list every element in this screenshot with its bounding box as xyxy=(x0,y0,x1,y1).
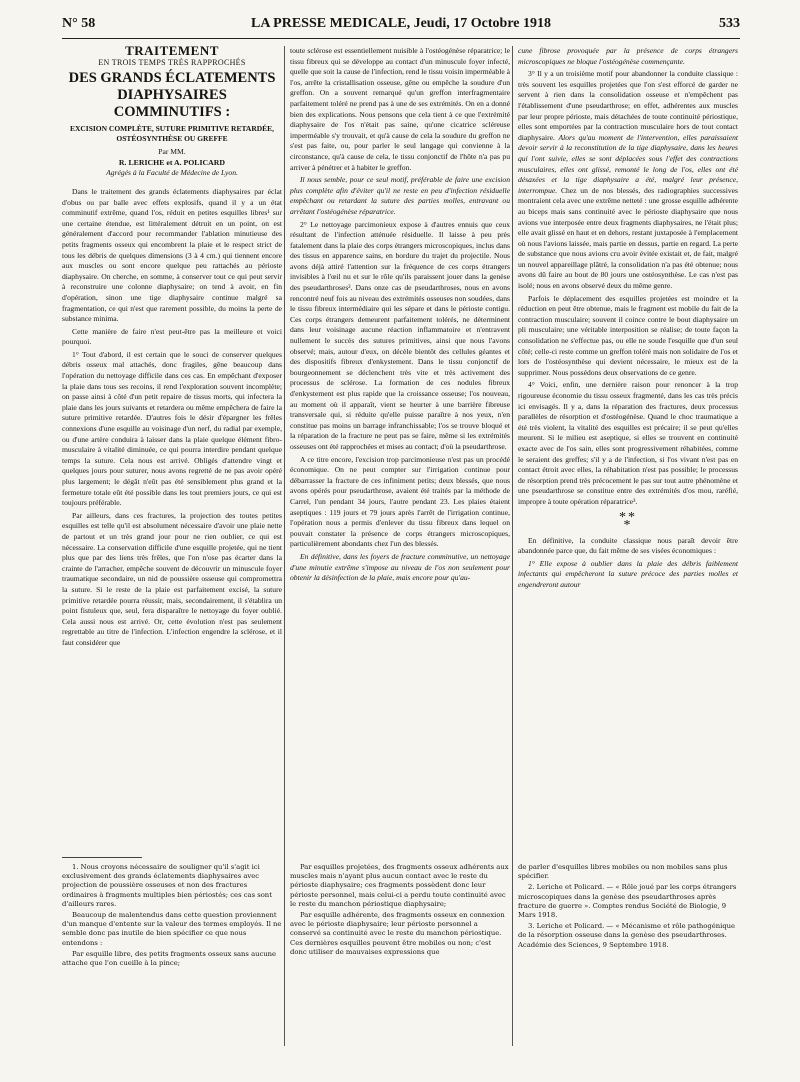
title-line-3: DES GRANDS ÉCLATEMENTS DIAPHYSAIRES COMMINUTIFS : xyxy=(68,70,276,121)
title-line-2: EN TROIS TEMPS TRÈS RAPPROCHÉS xyxy=(98,57,246,67)
footnote: Par esquille adhérente, des fragments osseux en connexion avec le périoste diaphysaire; leur périoste personnel a conservé sa continuité avec le reste du manchon périostique. Ces dernières esquilles peuvent être mobiles ou non; c'est donc utiliser de mauvaises expressions que xyxy=(290,911,505,956)
footnotes-column-1 xyxy=(62,863,282,970)
column-1 xyxy=(62,43,282,651)
paragraph: A ce titre encore, l'excision trop parcimonieuse n'est pas un procédé économique. On ne peut compter sur l'irrigation continue pour débarrasser la fracture de ces infiniment petits; deux blessés, que nous avons opérés pour pseudarthrose, avaient été traités par la méthode de Carrel, l'un pendant 34 jours, l'autre pendant 23. Les plaies étaient aseptiques : 119 jours et 79 jours après l'arrêt de l'irrigation continue, l'opération nous a permis d'enlever du tissu fibreux dans lequel on pouvait constater la présence de corps étrangers microscopiques, particulièrement abondants chez l'un des blessés. xyxy=(290,454,510,549)
paragraph-italic: Il nous semble, pour ce seul motif, préférable de faire une excision plus complète afin d'éviter qu'il ne reste en peu d'infection résiduelle empêchant ou retardant la suture des parties molles, entravant ou arrêtant l'ostéogénèse réparatrice. xyxy=(290,175,510,216)
paragraph-italic: 1° Elle expose à oublier dans la plaie des débris faiblement infectants qui empêcheront la suture précoce des parties molles et engendreront autour xyxy=(518,558,738,589)
column-rule-left xyxy=(284,46,285,1046)
title-line-4: EXCISION COMPLÈTE, SUTURE PRIMITIVE RETARDÉE, OSTÉOSYNTHÈSE OU GREFFE xyxy=(69,124,275,144)
paragraph: Dans le traitement des grands éclatements diaphysaires par éclat d'obus ou par balle avec effets explosifs, quand il y a un état comminutif extrême, quand l'os, réduit en petites esquilles libres¹ sur une certaine étendue, est littéralement détruit en un point, on est généralement d'accord pour recommander l'ablation minutieuse des petits fragments osseux qui encombrent la plaie et le respect strict de tous les débris de quelques dimensions (3 à 4 cm.) qui tiennent encore aux muscles ou sont encore quelque peu rattachés au périoste diaphysaire. On cherche, en somme, à conserver tout ce qui peut servir à reconstruire une colonne diaphysaire; on tend à avoir, en fin d'opération, sinon une tige diaphysaire continue malgré sa fragmentation, ce qui n'est que rarement possible, du moins la perte de substance minima. xyxy=(62,186,282,324)
footnote: Par esquille libre, des petits fragments osseux sans aucune attache que l'on cueille à la pince; xyxy=(62,949,277,968)
footnote: de parler d'esquilles libres mobiles ou non mobiles sans plus spécifier. xyxy=(518,863,728,881)
byline-authors: R. LERICHE et A. POLICARD xyxy=(118,157,226,167)
paragraph: 2° Le nettoyage parcimonieux expose à d'autres ennuis que ceux résultant de l'infection atténuée résiduelle. Il laisse à peu près fatalement dans la plaie des corps étrangers microscopiques, inclus dans des tissus en apparence sains, en bordure du trajet du projectile. Nous avons déjà attiré l'attention sur la fréquence de ces corps étrangers invisibles à l'œil nu et sur le rôle qu'ils paraissent jouer dans la genèse des pseudarthroses². Dans onze cas de pseudarthroses, nous en avons rencontré neuf fois au niveau des extrémités osseuses non soudées, dans le tissu fibreux intermédiaire qui les sépare et dans le périoste contigu. Ces corps étrangers demeurent parfaitement tolérés, ne déterminent dans leur voisinage aucune réaction inflammatoire et n'entravent nullement le succès des sutures primitives, ainsi que nous l'avons observé; mais, autour d'eux, on décèle bientôt des cellules géantes et des dispositifs fibreux d'enkystement. Dans le tissu conjonctif de bourgeonnement se déclenchent très vite et très activement des processus de sclérose. La formation de ces nodules fibreux d'enkystement est plus rapide que la croissance osseuse; l'os nouveau, au moment où il apparaît, vient se heurter à une barrière fibreuse transversale qui, si réduite qu'elle puisse paraître à nos yeux, n'en constitue pas moins un barrage infranchissable; l'os se trouve bloqué et la réparation de la fracture ne peut pas se faire, même si les extrémités osseuses ont été rapprochées et mises au contact; d'où la pseudarthrose. xyxy=(290,219,510,451)
running-header xyxy=(62,16,740,39)
journal-title: LA PRESSE MEDICALE, Jeudi, 17 Octobre 1918 xyxy=(251,16,551,31)
footnote: 2. Leriche et Policard. — « Rôle joué par les corps étrangers microscopiques dans la genèse des pseudarthroses après fracture de guerre ». Comptes rendus Société de Biologie, 9 Mars 1918. xyxy=(518,883,737,920)
column-rule-right xyxy=(512,46,513,1046)
byline-affiliation: Agrégés à la Faculté de Médecine de Lyon. xyxy=(106,168,238,178)
paragraph-text: 3° Il y a un troisième motif pour abandonner la conduite classique : très souvent les esquilles projetées que l'on s'est efforcé de garder ne servent à rien dans la consolidation osseuse et n'empêchent pas l'établissement d'une pseudarthrose; en effet, adhérentes aux muscles par leur propre périoste, mais détachées de toute continuité périostique, elles sont emportées par la contraction musculaire hors de tout contact diaphysaire. xyxy=(518,69,738,142)
paragraph-text: Chez un de nos blessés, des radiographies successives montraient cela avec une extrême netteté : une grosse esquille adhérente au biceps mais sans continuité avec le périoste diaphysaire que nous avions vue interposée entre deux fragments diaphysaires, ne l'était plus; elle avait glissé en haut et en dehors, restant juxtaposée à l'emplacement où nous l'avions laissée, mais partie en dessus, partie en regard. La perte de substance que nous avions cru avoir évitée existait et, de fait, malgré un nouvel appareillage plâtré, la consolidation n'a pas été obtenue; nous avons dû faire au bout de 80 jours une ostéosynthèse. Le cas n'est pas isolé; nous en avons observé deux du même genre. xyxy=(518,185,738,291)
footnote: Beaucoup de malentendus dans cette question proviennent d'un manque d'entente sur la valeur des termes employés. Il ne semble donc pas inutile de bien spécifier ce que nous entendons : xyxy=(62,911,282,947)
paragraph: Parfois le déplacement des esquilles projetées est moindre et la réduction en peut être obtenue, mais le fragment est mobile du fait de la contraction musculaire; souvent il coince contre le bout diaphysaire un pli musculaire; une véritable interposition se réalise; de toute façon la consolidation ne s'effectue pas, ou elle ne soude l'esquille que d'un seul côté; celle-ci reste comme un greffon toléré mais non solidaire de l'os et lors de l'ostéosynthèse qui devient nécessaire, le mieux est de la supprimer. Nous possédons deux observations de ce genre. xyxy=(518,293,738,377)
footnote: 3. Leriche et Policard. — « Mécanisme et rôle pathogénique de la résorption osseuse dans la genèse des pseudarthroses. Académie des Sciences, 9 Septembre 1918. xyxy=(518,922,736,949)
paragraph-italic: En définitive, dans les foyers de fracture comminutive, un nettoyage d'une minutie extrême s'impose au niveau de l'os non seulement pour obtenir la désinfection de la plaie, mais encore pour qu'au- xyxy=(290,551,510,583)
paragraph: toute sclérose est essentiellement nuisible à l'ostéogénèse réparatrice; le tissu fibreux qui se développe au contact d'un minuscule foyer infecté, quelle que soit la cause de l'infection, rend le tissu voisin imperméable à l'os, arrête la cristallisation osseuse, gêne ou empêche la soudure d'un greffon. On a souvent remarqué qu'un greffon interfragmentaire parfaitement toléré ne prend pas à une de ses extrémités. On en a donné bien des explications. Nous pensons que cela tient à ce que l'extrémité diaphysaire de l'os n'était pas saine, qu'une cicatrice scléreuse imperméable s'y trouvait, et qu'à cause de cela la soudure du greffon ne s'est pas faite, ou, pour parler le seul langage qui convienne à la circonstance, qu'à cause de cela, le tissu conjonctif de l'hôte n'a pas pu arriver à pénétrer et à habiter le greffon. xyxy=(290,46,510,172)
column-3 xyxy=(518,46,738,593)
paragraph: Cette manière de faire n'est peut-être pas la meilleure et voici pourquoi. xyxy=(62,326,282,347)
footnote: Par esquilles projetées, des fragments osseux adhérents aux muscles mais n'ayant plus aucun contact avec le reste du périoste diaphysaire; ces fragments possèdent donc leur périoste personnel, mais celui-ci a perdu toute continuité avec le reste du manchon périostique diaphysaire; xyxy=(290,863,509,908)
paragraph: 4° Voici, enfin, une dernière raison pour renoncer à la trop rigoureuse économie du tissu osseux fragmenté, dans les cas très précis ici envisagés. Il y a, dans la réparation des fractures, deux processus parallèles de résorption et d'ostéogénèse. Quand le choc traumatique a été très violent, la vitalité des esquilles est précaire; il se peut qu'elles meurent. Si le milieu est aseptique, si elles se trouvent en continuité exacte avec de l'os sain, elles sont progressivement réhabitées, comme le seraient des greffes; s'il y a de l'infection, si l'os vivant n'est pas en contact étroit avec elles, la réhabitation n'est pas possible; le processus de résorption prend très précocement le pas sur tout autre phénomène et une pseudarthrose se constitue entre des extrémités d'os mou, raréfié, impropre à toute opération réparatrice³. xyxy=(518,380,738,506)
byline-par: Par MM. xyxy=(158,147,186,157)
paragraph-italic: cune fibrose provoquée par la présence de corps étrangers microscopiques ne bloque l'ostéogénèse commençante. xyxy=(518,46,738,66)
paragraph: Par ailleurs, dans ces fractures, la projection des toutes petites esquilles est telle qu'il est absolument nécessaire d'avoir une plaie nette de partout et un très grand jour pour ne rien oublier, ce qui est nécessaire. La conservation difficile d'une esquille projetée, qui ne tient plus que par des liens très frêles, que l'on n'ose pas écarter dans la crainte de l'arracher, empêche souvent de découvrir un minuscule foyer traumatique secondaire, un nid de poussière osseuse qui compromettra la suture. Si le reste de la plaie est parfaitement excisé, la suture primitive retardée pourra réussir, mais, secondairement, il s'établira un point fistuleux que, seul, fera disparaître le nettoyage du foyer oublié. Cela aussi nous est arrivé. Or, cette évolution n'est pas seulement regrettable au titre de l'infection. L'infection engendre la sclérose, et il faut considérer que xyxy=(62,510,282,647)
issue-number: N° 58 xyxy=(62,16,96,31)
title-line-1: TRAITEMENT xyxy=(125,43,219,58)
footnote: 1. Nous croyons nécessaire de souligner qu'il s'agit ici exclusivement des grands éclatements diaphysaires avec projection de poussière osseuses et non des fractures ordinaires à fragments multiples bien périostés; ces cas sont d'ailleurs rares. xyxy=(62,863,272,908)
page-number: 533 xyxy=(719,16,740,31)
paragraph xyxy=(518,69,738,291)
footnotes-column-2 xyxy=(290,863,510,959)
column-2 xyxy=(290,46,510,586)
section-separator-stars: ** * xyxy=(619,509,637,533)
paragraph: 1° Tout d'abord, il est certain que le souci de conserver quelques débris osseux mal attachés, donc fragiles, gêne beaucoup dans l'opération du nettoyage difficile dans ces cas. En empêchant d'exposer la plaie dans tous ses recoins, il rend l'exploration souvent incomplète; on passe ainsi à côté d'un petit repaire de tissus morts, qui infectera la plaie dans les jours suivants et retardera ou même empêchera de faire la suture primitive retardée. D'autres fois le désir d'épargner les frêles connexions d'une esquille au voisinage d'un nerf, du radial par exemple, ou d'une artère conduira à laisser dans la plaie quelque élément fibro-musculaire à vitalité diminuée, ce qui pourra interdire pendant quelque temps la suture. Cela nous est arrivé. Obligés d'attendre vingt et quelques jours pour suturer, nous avons regretté de ne pas avoir opéré plus largement; le dégât n'eût pas été sensiblement plus grand et la fermeture totale eût été possible dans les tout premiers jours, ce qui est toujours préférable. xyxy=(62,349,282,508)
footnote-rule xyxy=(62,857,142,858)
article-title-block xyxy=(62,43,282,179)
paragraph: En définitive, la conduite classique nous paraît devoir être abandonnée parce que, du fait même de ses visées économiques : xyxy=(518,535,738,556)
footnotes-column-3 xyxy=(518,863,738,952)
paragraph-italic-text: Alors qu'au moment de l'intervention, elles paraissaient devoir servir à la reconstitution de la tige diaphysaire, dans les heures qui l'ont suivie, elles se sont déplacées sous l'effet des contractions musculaires, elles ont glissé, remonté le long de l'os, elles ont été désaxées et la tige diaphysaire a été, malgré leur présence, interrompue. xyxy=(518,132,738,195)
